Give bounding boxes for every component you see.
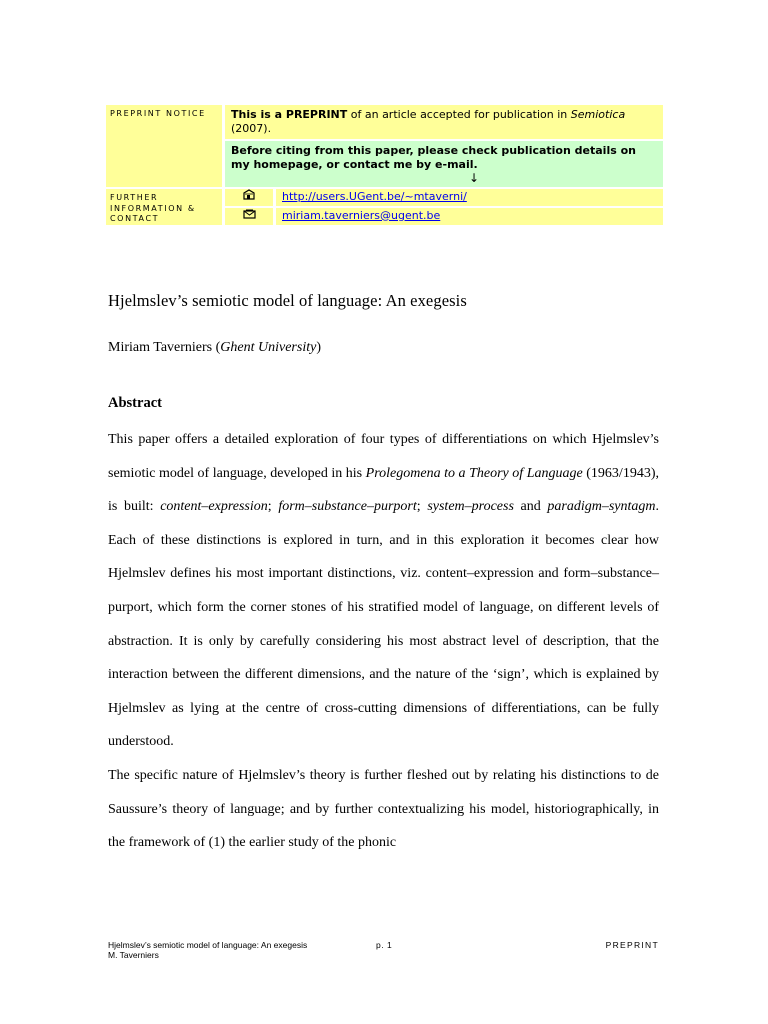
abstract-paragraph-1: This paper offers a detailed exploration of four types of differentiations on which Hjelmslev’s semiotic model of language, developed in his Prolegomena to a Theory of Language (1963/1943), is built: content–expression; form–substance–purport; system–process and paradigm–syntagm. Each of these distinctions is explored in turn, and in this exploration it becomes clear how Hjelmslev defines his most important distinctions, viz. content–expression and form–substance–purport, which form the corner stones of his stratified model of language, on different levels of abstraction. It is only by carefully considering his most abstract level of description, that the interaction between the different dimensions, and the nature of the ‘sign’, which is explained by Hjelmslev as lying at the centre of cross-cutting dimensions of differentiations, can be fully understood. xyxy=(108,432,660,750)
preprint-notice-table xyxy=(106,103,663,227)
email-link-cell xyxy=(276,208,663,225)
down-arrow-icon: ↓ xyxy=(468,171,480,185)
footer-author: M. Taverniers xyxy=(108,950,159,960)
citation-warning: Before citing from this paper, please check publication details on my homepage, or contact me by e-mail. ↓ xyxy=(225,141,663,187)
homepage-icon xyxy=(225,189,273,206)
author-affiliation: Ghent University xyxy=(220,340,317,355)
footer-status: PREPRINT xyxy=(605,940,659,950)
preprint-notice-label: PREPRINT NOTICE xyxy=(106,105,222,187)
journal-name: Semiotica xyxy=(570,108,626,121)
homepage-link-cell xyxy=(276,189,663,206)
further-info-label: FURTHER INFORMATION & CONTACT xyxy=(106,189,222,225)
footer-title: Hjelmslev’s semiotic model of language: An exegesis xyxy=(108,940,308,950)
mail-icon xyxy=(225,208,273,225)
footer-left xyxy=(108,940,307,960)
abstract-paragraph-2: The specific nature of Hjelmslev’s theory is further fleshed out by relating his distinctions to de Saussure’s theory of language; and by further contextualizing his model, historiographically, in the framework of (1) the earlier study of the phonic xyxy=(108,767,659,851)
abstract-body xyxy=(108,423,659,860)
author-line: Miriam Taverniers (Ghent University) xyxy=(108,340,321,355)
paper-title: Hjelmslev’s semiotic model of language: An exegesis xyxy=(108,291,467,310)
abstract-heading: Abstract xyxy=(108,395,162,411)
email-link[interactable]: miriam.taverniers@ugent.be xyxy=(282,208,441,222)
preprint-statement: This is a PREPRINT of an article accepted for publication in Semiotica (2007). xyxy=(225,105,663,139)
page-number: p. 1 xyxy=(376,940,393,950)
homepage-link[interactable]: http://users.UGent.be/~mtaverni/ xyxy=(282,190,467,203)
